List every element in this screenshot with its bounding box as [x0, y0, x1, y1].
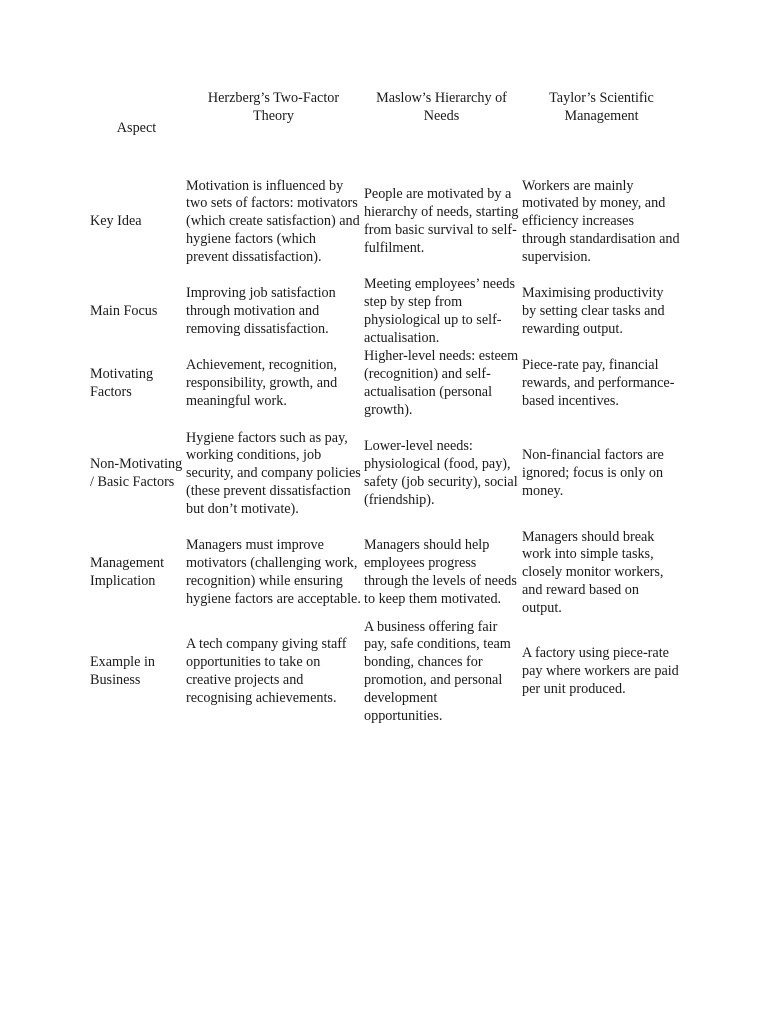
cell-maslow: People are motivated by a hierarchy of needs, starting from basic survival to self-fulfilment.: [364, 186, 519, 256]
cell-aspect: Management Implication: [90, 555, 165, 589]
table-row-motivating-factors: [88, 348, 682, 420]
cell-taylor: Piece-rate pay, financial rewards, and performance-based incentives.: [522, 357, 675, 409]
cell-herzberg: Hygiene factors such as pay, working conditions, job security, and company policies (these prevent dissatisfaction but don’t motivate).: [186, 429, 361, 517]
table-row-example-in-business: [88, 618, 682, 726]
header-aspect: Aspect: [116, 120, 157, 136]
header-maslow: Maslow’s Hierarchy of Needs: [376, 90, 507, 124]
header-taylor: Taylor’s Scientific Management: [549, 90, 654, 124]
table-header-row: [88, 90, 682, 168]
table-row-non-motivating-factors: [88, 420, 682, 528]
cell-taylor: Non-financial factors are ignored; focus is only on money.: [522, 447, 664, 499]
cell-herzberg: Achievement, recognition, responsibility, growth, and meaningful work.: [186, 357, 338, 409]
cell-aspect: Main Focus: [90, 303, 158, 320]
cell-herzberg: Managers must improve motivators (challenging work, recognition) while ensuring hygiene factors are acceptable.: [186, 537, 361, 607]
table-row-management-implication: [88, 528, 682, 618]
cell-maslow: Lower-level needs: physiological (food, pay), safety (job security), social (friendship).: [364, 438, 518, 508]
cell-maslow: Meeting employees’ needs step by step from physiological up to self-actualisation.: [364, 276, 516, 346]
header-herzberg: Herzberg’s Two-Factor Theory: [207, 90, 340, 124]
cell-aspect: Key Idea: [90, 213, 142, 230]
table-row-key-idea: [88, 168, 682, 276]
cell-aspect: Example in Business: [90, 654, 156, 688]
cell-taylor: Maximising productivity by setting clear tasks and rewarding output.: [522, 285, 665, 337]
cell-herzberg: Motivation is influenced by two sets of factors: motivators (which create satisfaction) and hygiene factors (which prevent dissatisfaction).: [186, 177, 360, 265]
cell-herzberg: A tech company giving staff opportunities to take on creative projects and recognising achievements.: [186, 636, 347, 706]
cell-herzberg: Improving job satisfaction through motivation and removing dissatisfaction.: [186, 285, 336, 337]
cell-taylor: Managers should break work into simple tasks, closely monitor workers, and reward based on output.: [522, 528, 664, 616]
cell-taylor: Workers are mainly motivated by money, and efficiency increases through standardisation and supervision.: [522, 177, 680, 265]
table-row-main-focus: [88, 276, 682, 348]
cell-maslow: A business offering fair pay, safe conditions, team bonding, chances for promotion, and personal development opportunities.: [364, 618, 511, 724]
cell-maslow: Managers should help employees progress through the levels of needs to keep them motivated.: [364, 537, 517, 607]
cell-aspect: Motivating Factors: [90, 366, 154, 400]
motivation-theories-table: [88, 90, 682, 726]
cell-taylor: A factory using piece-rate pay where workers are paid per unit produced.: [522, 645, 679, 697]
cell-aspect: Non-Motivating / Basic Factors: [90, 456, 183, 490]
cell-maslow: Higher-level needs: esteem (recognition) and self-actualisation (personal growth).: [364, 348, 519, 418]
